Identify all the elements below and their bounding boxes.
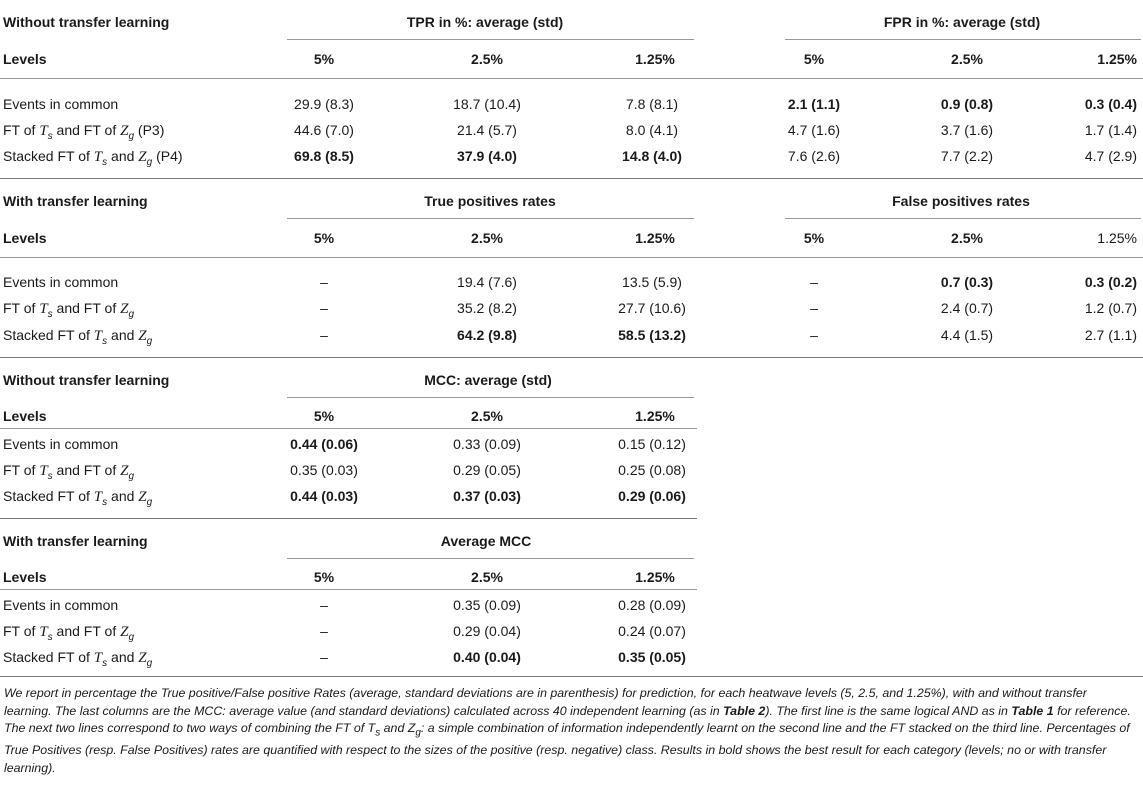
table-1-link[interactable]: Table 1 <box>1011 703 1054 718</box>
mcc-cell: – <box>320 597 328 613</box>
header-rule <box>0 257 1143 258</box>
section-rule <box>0 518 697 519</box>
fpr-group-header: False positives rates <box>892 193 1030 209</box>
section-rule <box>0 357 1143 358</box>
tpr-cell: 13.5 (5.9) <box>622 274 682 290</box>
mcc-group-header: Average MCC <box>440 533 532 549</box>
row-label: Stacked FT of $T_s$ and $Z_g$ <box>3 488 153 508</box>
tpr-cell: 37.9 (4.0) <box>457 148 517 164</box>
fpr-cell: 4.4 (1.5) <box>940 327 994 343</box>
fpr-cell: 1.7 (1.4) <box>1084 122 1137 138</box>
row-label: Events in common <box>3 436 119 452</box>
section-3-title: Without transfer learning <box>3 372 170 388</box>
mcc-cell: 0.28 (0.09) <box>618 597 686 613</box>
level-header: 2.5% <box>471 51 503 67</box>
tpr-cell: 8.0 (4.1) <box>625 122 679 138</box>
tpr-cell: 7.8 (8.1) <box>625 96 679 112</box>
levels-label: Levels <box>3 51 47 67</box>
levels-label: Levels <box>3 408 47 424</box>
row-label: FT of $T_s$ and FT of $Z_g$ <box>3 462 135 482</box>
fpr-cell: 7.6 (2.6) <box>787 148 841 164</box>
level-header: 2.5% <box>471 230 503 246</box>
mcc-cell: 0.15 (0.12) <box>618 436 686 452</box>
fpr-cell: 0.7 (0.3) <box>940 274 994 290</box>
table-caption: We report in percentage the True positive/False positive Rates (average, standard deviations are in parenthesis) for prediction, for each heatwave levels (5, 2.5, and 1.25%), with and without transfer learning. The last columns are the MCC: average value (and standard deviations) calculated across 40 independent learning (as in Table 2). The first line is the same logical AND as in Table 1 for reference. The next two lines correspond to two ways of combining the FT of $T_s$ and $Z_g$: a simple combination of information independently learnt on the second line and the FT stacked on the third line. Percentages of True Positives (resp. False Positives) rates are quantified with respect to the sizes of the positive (resp. negative) class. Results in bold shows the best result for each category (levels; no or with transfer learning). <box>4 686 1131 775</box>
fpr-cell: 0.3 (0.4) <box>1084 96 1137 112</box>
row-label: Stacked FT of $T_s$ and $Z_g$ <box>3 327 153 347</box>
tpr-cell: 14.8 (4.0) <box>622 148 682 164</box>
table-2-link[interactable]: Table 2 <box>723 703 766 718</box>
fpr-cell: 2.4 (0.7) <box>940 300 994 316</box>
mcc-cell: 0.29 (0.06) <box>618 488 686 504</box>
mcc-cell: 0.33 (0.09) <box>453 436 521 452</box>
fpr-cell: 0.9 (0.8) <box>940 96 994 112</box>
tpr-cell: 27.7 (10.6) <box>618 300 686 316</box>
tpr-cell: 29.9 (8.3) <box>294 96 354 112</box>
mcc-group-header: MCC: average (std) <box>424 372 552 388</box>
row-label: FT of $T_s$ and FT of $Z_g$ <box>3 623 135 643</box>
level-header: 2.5% <box>471 569 503 585</box>
mcc-group-rule <box>287 397 694 398</box>
level-header: 1.25% <box>635 569 675 585</box>
fpr-group-rule <box>785 39 1141 40</box>
row-label: FT of $T_s$ and FT of $Z_g$ <box>3 300 135 320</box>
row-label: Events in common <box>3 597 119 613</box>
fpr-cell: – <box>810 300 818 316</box>
fpr-group-header: FPR in %: average (std) <box>883 14 1041 30</box>
level-header: 2.5% <box>951 51 983 67</box>
level-header: 5% <box>313 230 335 246</box>
mcc-cell: 0.44 (0.06) <box>290 436 358 452</box>
tpr-cell: 21.4 (5.7) <box>457 122 517 138</box>
level-header: 5% <box>803 230 825 246</box>
table-bottom-rule <box>0 676 1143 677</box>
fpr-cell: 4.7 (1.6) <box>787 122 841 138</box>
fpr-cell: 0.3 (0.2) <box>1084 274 1137 290</box>
levels-label: Levels <box>3 230 47 246</box>
level-header: 1.25% <box>635 230 675 246</box>
tpr-cell: 19.4 (7.6) <box>457 274 517 290</box>
row-label: Stacked FT of $T_s$ and $Z_g$ (P4) <box>3 148 183 168</box>
level-header: 1.25% <box>635 408 675 424</box>
fpr-cell: 3.7 (1.6) <box>940 122 994 138</box>
fpr-cell: 1.2 (0.7) <box>1084 300 1137 316</box>
mcc-cell: 0.29 (0.05) <box>453 462 521 478</box>
tpr-cell: 64.2 (9.8) <box>457 327 517 343</box>
tpr-cell: 58.5 (13.2) <box>618 327 686 343</box>
tpr-cell: – <box>320 274 328 290</box>
levels-label: Levels <box>3 569 47 585</box>
level-header: 5% <box>313 569 335 585</box>
mcc-cell: 0.35 (0.09) <box>453 597 521 613</box>
tpr-cell: 35.2 (8.2) <box>457 300 517 316</box>
fpr-group-rule <box>785 218 1141 219</box>
mcc-cell: 0.35 (0.03) <box>290 462 358 478</box>
tpr-cell: 44.6 (7.0) <box>294 122 354 138</box>
mcc-cell: 0.37 (0.03) <box>453 488 521 504</box>
header-rule <box>0 589 697 590</box>
section-2-title: With transfer learning <box>3 193 148 209</box>
section-1-title: Without transfer learning <box>3 14 170 30</box>
row-label: FT of $T_s$ and FT of $Z_g$ (P3) <box>3 122 165 142</box>
mcc-group-rule <box>287 558 694 559</box>
section-4-title: With transfer learning <box>3 533 148 549</box>
mcc-cell: 0.44 (0.03) <box>290 488 358 504</box>
header-rule <box>0 428 697 429</box>
level-header: 5% <box>313 51 335 67</box>
tpr-cell: – <box>320 300 328 316</box>
row-label: Events in common <box>3 96 119 112</box>
level-header: 2.5% <box>471 408 503 424</box>
level-header: 1.25% <box>635 51 675 67</box>
tpr-group-rule <box>287 39 694 40</box>
tpr-group-header: TPR in %: average (std) <box>406 14 564 30</box>
level-header: 2.5% <box>951 230 983 246</box>
tpr-group-rule <box>287 218 694 219</box>
level-header: 5% <box>313 408 335 424</box>
tpr-cell: 18.7 (10.4) <box>453 96 521 112</box>
fpr-cell: 4.7 (2.9) <box>1084 148 1137 164</box>
fpr-cell: 2.1 (1.1) <box>787 96 841 112</box>
tpr-group-header: True positives rates <box>424 193 556 209</box>
level-header: 1.25% <box>1097 230 1137 246</box>
mcc-cell: 0.29 (0.04) <box>453 623 521 639</box>
mcc-cell: 0.25 (0.08) <box>618 462 686 478</box>
level-header: 1.25% <box>1097 51 1137 67</box>
header-rule <box>0 78 1143 79</box>
row-label: Events in common <box>3 274 119 290</box>
section-rule <box>0 178 1143 179</box>
mcc-cell: – <box>320 623 328 639</box>
fpr-cell: – <box>810 327 818 343</box>
fpr-cell: – <box>810 274 818 290</box>
mcc-cell: 0.40 (0.04) <box>453 649 521 665</box>
mcc-cell: 0.24 (0.07) <box>618 623 686 639</box>
level-header: 5% <box>803 51 825 67</box>
fpr-cell: 7.7 (2.2) <box>940 148 994 164</box>
tpr-cell: 69.8 (8.5) <box>294 148 354 164</box>
fpr-cell: 2.7 (1.1) <box>1084 327 1137 343</box>
mcc-cell: – <box>320 649 328 665</box>
row-label: Stacked FT of $T_s$ and $Z_g$ <box>3 649 153 669</box>
mcc-cell: 0.35 (0.05) <box>618 649 686 665</box>
tpr-cell: – <box>320 327 328 343</box>
